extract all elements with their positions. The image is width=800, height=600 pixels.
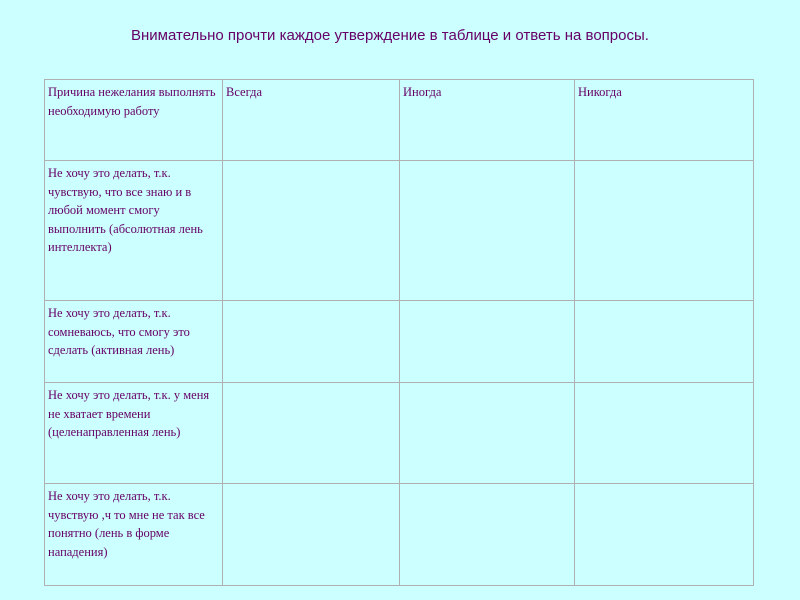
answer-cell-always[interactable] [223,301,400,383]
survey-table [44,79,754,586]
answer-cell-always[interactable] [223,484,400,586]
answer-cell-always[interactable] [223,161,400,301]
header-sometimes: Иногда [400,80,575,161]
page-title: Внимательно прочти каждое утверждение в таблице и ответь на вопросы. [131,27,649,44]
answer-cell-always[interactable] [223,383,400,484]
table-row [45,161,754,301]
header-always: Всегда [223,80,400,161]
table-row [45,484,754,586]
table-row [45,383,754,484]
header-reason: Причина нежелания выполнять необходимую работу [45,80,223,161]
table-header-row [45,80,754,161]
answer-cell-never[interactable] [575,161,754,301]
answer-cell-never[interactable] [575,301,754,383]
row-reason-cell: Не хочу это делать, т.к. сомневаюсь, что смогу это сделать (активная лень) [45,301,223,383]
header-never: Никогда [575,80,754,161]
answer-cell-never[interactable] [575,484,754,586]
table-row [45,301,754,383]
answer-cell-sometimes[interactable] [400,484,575,586]
answer-cell-sometimes[interactable] [400,383,575,484]
row-reason-cell: Не хочу это делать, т.к. чувствую, что все знаю и в любой момент смогу выполнить (абсолютная лень интеллекта) [45,161,223,301]
answer-cell-never[interactable] [575,383,754,484]
row-reason-cell: Не хочу это делать, т.к. чувствую ,ч то мне не так все понятно (лень в форме нападения) [45,484,223,586]
answer-cell-sometimes[interactable] [400,161,575,301]
answer-cell-sometimes[interactable] [400,301,575,383]
row-reason-cell: Не хочу это делать, т.к. у меня не хватает времени (целенаправленная лень) [45,383,223,484]
